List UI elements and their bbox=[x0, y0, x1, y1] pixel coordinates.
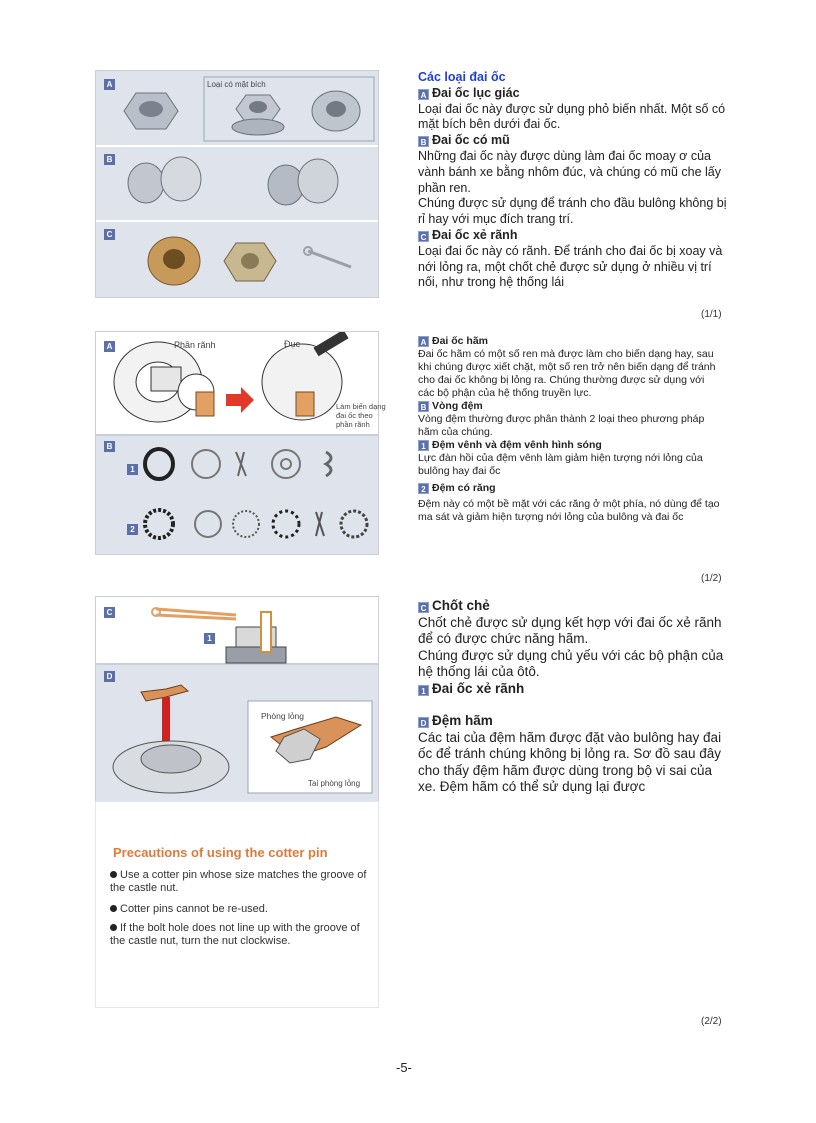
page-number: -5- bbox=[396, 1060, 412, 1075]
spring-washer-heading: 1 Đệm vênh và đệm vênh hình sóng bbox=[418, 439, 723, 452]
lock-washer-tag: D bbox=[418, 717, 429, 728]
figure-row-label: 1 bbox=[127, 464, 138, 475]
groove-label: Phần rãnh bbox=[174, 340, 216, 350]
castle-nut-body: Loại đai ốc này có rãnh. Để tránh cho đai ốc bị xoay và nới lỏng ra, một chốt chẻ được sử dụng ở nhiều vị trí nối, như trong hệ thống lái bbox=[418, 243, 723, 290]
figure-row-label: 2 bbox=[127, 524, 138, 535]
cotter-pin-tag: C bbox=[418, 602, 429, 613]
cotter-pin-body: Chốt chẻ được sử dụng kết hợp với đai ốc xẻ rãnh để có được chức năng hãm. bbox=[418, 614, 722, 646]
castle-nut-ref-heading: 1 Đai ốc xẻ rãnh bbox=[418, 681, 724, 698]
hex-nut-heading: A Đai ốc lục giác bbox=[418, 86, 728, 102]
precaution-item: If the bolt hole does not line up with the groove of the castle nut, turn the nut clockwise. bbox=[110, 922, 360, 947]
bullet-icon bbox=[110, 905, 117, 912]
bullet-icon bbox=[110, 924, 117, 931]
lock-washer-figure bbox=[95, 331, 386, 555]
section1-text bbox=[418, 70, 728, 291]
figure-row-label: 1 bbox=[204, 633, 215, 644]
spring-washer-tag: 1 bbox=[418, 440, 429, 451]
precaution-item: Use a cotter pin whose size matches the groove of the castle nut. bbox=[110, 869, 367, 894]
cotter-pin-figure bbox=[95, 596, 379, 803]
toothed-washer-body: Đệm này có một bề mặt với các răng ở một phía, nó dùng để tạo ma sát và giảm hiện tượng nới lỏng của bulông và đai ốc bbox=[418, 498, 720, 523]
loose-prevention-label: Phòng lỏng bbox=[261, 711, 305, 721]
cap-nut-tag: B bbox=[418, 136, 429, 147]
precaution-item: Cotter pins cannot be re-used. bbox=[110, 903, 370, 916]
toothed-washer-heading: 2 Đệm có răng bbox=[418, 482, 723, 495]
section3-text bbox=[418, 598, 724, 796]
hex-nut-body: Loại đai ốc này được sử dụng phỏ biến nhất. Một số có mặt bích bên dưới đai ốc. bbox=[418, 101, 726, 132]
tab-label: Tai phòng lỏng bbox=[308, 779, 361, 788]
bullet-icon bbox=[110, 871, 117, 878]
cotter-pin-heading: C Chốt chẻ bbox=[418, 598, 724, 615]
figure-row-label: C bbox=[104, 229, 115, 240]
figure-row-label: A bbox=[104, 341, 115, 352]
deform-label: Làm biến dạng đai ốc theo phần rãnh bbox=[336, 402, 386, 429]
punch-label: Đục bbox=[284, 339, 301, 349]
cap-nut-body-2: Chúng được sử dụng để tránh cho đầu bulông không bị rỉ hay với mục đích trang trí. bbox=[418, 196, 727, 227]
section2-text bbox=[418, 335, 723, 524]
lock-washer-heading: D Đệm hãm bbox=[418, 713, 724, 730]
cotter-pin-body-2: Chúng được sử dụng chủ yếu với các bộ phận của hệ thống lái của ôtô. bbox=[418, 647, 724, 679]
toothed-washer-tag: 2 bbox=[418, 483, 429, 494]
figure-row-label: C bbox=[104, 607, 115, 618]
precautions-title: Precautions of using the cotter pin bbox=[113, 845, 328, 860]
cap-nut-heading: B Đai ốc có mũ bbox=[418, 133, 728, 149]
page-mark: (2/2) bbox=[701, 1016, 722, 1027]
washer-heading: B Vòng đệm bbox=[418, 400, 723, 413]
section-title: Các loại đai ốc bbox=[418, 70, 506, 84]
lock-washer-body: Các tai của đệm hãm được đặt vào bulông hay đai ốc để tránh chúng không bị lỏng ra. Sơ đồ sau đây cho thấy đệm hãm được dùng trong bộ vi sai của xe. Đệm hãm có thể sử dụng lại được bbox=[418, 729, 722, 794]
figure-row-label: D bbox=[104, 671, 115, 682]
cap-nut-body: Những đai ốc này được dùng làm đai ốc moay ơ của vành bánh xe bằng nhôm đúc, và chúng có mũ che lấy phần ren. bbox=[418, 148, 721, 195]
figure-row-label: B bbox=[104, 154, 115, 165]
lock-nut-tag: A bbox=[418, 336, 429, 347]
nut-types-illustration bbox=[96, 71, 378, 297]
castle-nut-ref-tag: 1 bbox=[418, 685, 429, 696]
nut-types-figure bbox=[95, 70, 379, 298]
hex-nut-tag: A bbox=[418, 89, 429, 100]
flange-type-label: Loại có mặt bích bbox=[207, 80, 266, 89]
castle-nut-tag: C bbox=[418, 231, 429, 242]
lock-nut-heading: A Đai ốc hãm bbox=[418, 335, 723, 348]
washer-body: Vòng đệm thường được phân thành 2 loại theo phương pháp hãm của chúng. bbox=[418, 413, 705, 438]
lock-nut-body: Đai ốc hãm có một số ren mà được làm cho biến dạng hay, sau khi chúng được xiết chặt, một số ren trở nên biến dạng để tránh cho đai ốc không bị lỏng ra. Chúng thường được sử dụng với các bộ phận của hệ thống truyền lực. bbox=[418, 348, 716, 399]
lock-nut-washer-illustration bbox=[96, 332, 378, 554]
castle-nut-heading: C Đai ốc xẻ rãnh bbox=[418, 228, 728, 244]
page-mark: (1/1) bbox=[701, 309, 722, 320]
page-mark: (1/2) bbox=[701, 573, 722, 584]
figure-row-label: B bbox=[104, 441, 115, 452]
cotter-pin-illustration bbox=[96, 597, 378, 802]
washer-tag: B bbox=[418, 401, 429, 412]
spring-washer-body: Lực đàn hồi của đệm vênh làm giảm hiện tượng nới lỏng của bulông hay đai ốc bbox=[418, 452, 703, 477]
figure-row-label: A bbox=[104, 79, 115, 90]
